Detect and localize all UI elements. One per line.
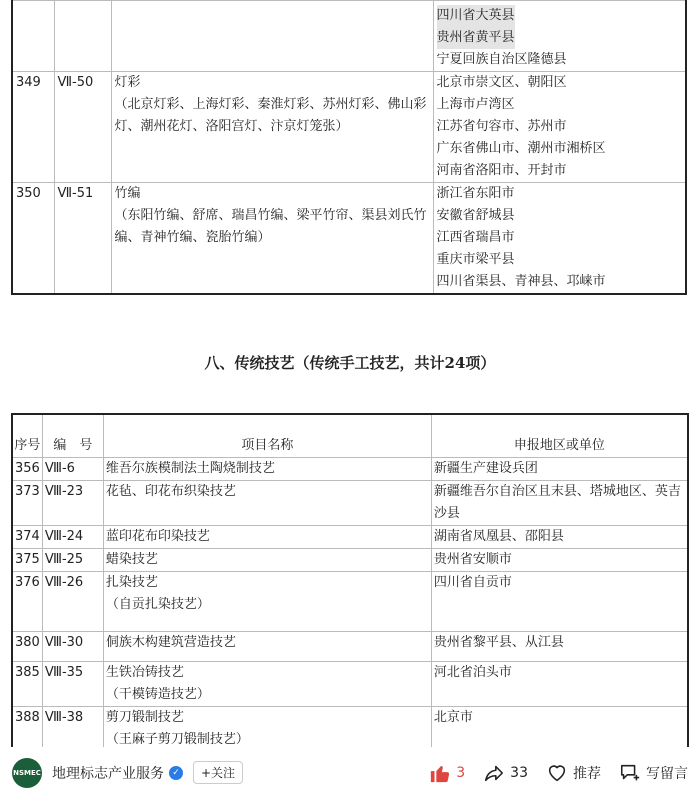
project-name: 蓝印花布印染技艺 xyxy=(103,526,431,549)
area: 湖南省凤凰县、邵阳县 xyxy=(431,526,688,549)
area-cell xyxy=(433,183,686,295)
project-name: 扎染技艺 xyxy=(105,575,158,590)
comment-button[interactable] xyxy=(619,762,688,784)
area: 新疆维吾尔自治区且末县、塔城地区、英吉沙县 xyxy=(431,481,688,526)
area: 四川省自贡市 xyxy=(431,572,688,632)
verified-icon: ✓ xyxy=(169,766,183,780)
row-code: Ⅷ-38 xyxy=(42,707,103,752)
table-row xyxy=(12,549,688,572)
project-name: 灯彩 xyxy=(114,75,141,90)
area-line: 上海市卢湾区 xyxy=(436,97,515,112)
heart-icon xyxy=(546,762,568,784)
table-row xyxy=(12,481,688,526)
comment-add-icon xyxy=(619,762,641,784)
row-number: 375 xyxy=(12,549,42,572)
table-row xyxy=(12,632,688,662)
table-row xyxy=(12,526,688,549)
area-line: 安徽省舒城县 xyxy=(436,208,515,223)
row-number: 380 xyxy=(12,632,42,662)
row-number: 374 xyxy=(12,526,42,549)
project-sub: （干模铸造技艺） xyxy=(105,687,210,702)
table-header-row xyxy=(12,414,688,458)
area-cell xyxy=(433,72,686,183)
project-name-cell xyxy=(103,662,431,707)
thumbs-up-icon xyxy=(429,762,451,784)
row-code: Ⅷ-25 xyxy=(42,549,103,572)
area: 贵州省安顺市 xyxy=(431,549,688,572)
row-code: Ⅷ-30 xyxy=(42,632,103,662)
crafts-table-section-7 xyxy=(11,0,687,295)
section-title: 八、传统技艺（传统手工技艺，共计24项） xyxy=(204,354,496,372)
project-detail: （北京灯彩、上海灯彩、秦淮灯彩、苏州灯彩、佛山彩灯、潮州花灯、洛阳宫灯、汴京灯笼张） xyxy=(114,97,427,134)
table-row xyxy=(12,662,688,707)
row-code: Ⅷ-6 xyxy=(42,458,103,481)
recommend-label: 推荐 xyxy=(573,765,601,782)
table-row xyxy=(12,72,686,183)
project-name-cell xyxy=(111,183,433,295)
area-line: 宁夏回族自治区隆德县 xyxy=(436,52,567,67)
article-action-bar xyxy=(0,747,700,798)
header-number: 序号 xyxy=(12,414,42,458)
project-name: 侗族木构建筑营造技艺 xyxy=(103,632,431,662)
area: 河北省泊头市 xyxy=(431,662,688,707)
area-line: 江苏省句容市、苏州市 xyxy=(436,119,567,134)
share-button[interactable] xyxy=(483,762,528,784)
account-name[interactable]: 地理标志产业服务 xyxy=(52,765,164,782)
project-name: 剪刀锻制技艺 xyxy=(105,710,184,725)
like-count: 3 xyxy=(456,764,466,781)
area-line: 江西省瑞昌市 xyxy=(436,230,515,245)
table-row xyxy=(12,1,686,72)
row-code: Ⅷ-35 xyxy=(42,662,103,707)
comment-label: 写留言 xyxy=(646,765,688,782)
account-avatar[interactable] xyxy=(12,758,42,788)
area-line: 广东省佛山市、潮州市湘桥区 xyxy=(436,141,606,156)
area: 贵州省黎平县、从江县 xyxy=(431,632,688,662)
project-name-cell xyxy=(103,572,431,632)
row-number: 356 xyxy=(12,458,42,481)
project-sub: （自贡扎染技艺） xyxy=(105,597,210,612)
table-row xyxy=(12,458,688,481)
share-count: 33 xyxy=(510,764,528,781)
header-area: 申报地区或单位 xyxy=(431,414,688,458)
row-number: 373 xyxy=(12,481,42,526)
logo-text: NSMEC xyxy=(13,768,41,777)
project-name-cell xyxy=(103,707,431,752)
row-number: 349 xyxy=(12,72,54,183)
area-line: 浙江省东阳市 xyxy=(436,186,515,201)
area-line: 四川省渠县、青神县、邛崃市 xyxy=(436,274,606,289)
project-name-cell xyxy=(111,72,433,183)
project-name: 花毡、印花布织染技艺 xyxy=(103,481,431,526)
area-line: 河南省洛阳市、开封市 xyxy=(436,163,567,178)
project-sub: （王麻子剪刀锻制技艺） xyxy=(105,732,249,747)
table-row xyxy=(12,572,688,632)
follow-button[interactable]: +关注 xyxy=(193,761,243,784)
area: 北京市 xyxy=(431,707,688,752)
project-name: 蜡染技艺 xyxy=(103,549,431,572)
row-number: 385 xyxy=(12,662,42,707)
row-code: Ⅶ-51 xyxy=(54,183,111,295)
area: 新疆生产建设兵团 xyxy=(431,458,688,481)
project-name: 维吾尔族模制法土陶烧制技艺 xyxy=(103,458,431,481)
row-code: Ⅷ-23 xyxy=(42,481,103,526)
row-number: 376 xyxy=(12,572,42,632)
area-line: 重庆市梁平县 xyxy=(436,252,515,267)
like-button[interactable] xyxy=(429,762,465,784)
row-number: 388 xyxy=(12,707,42,752)
area-line: 北京市崇文区、朝阳区 xyxy=(436,75,567,90)
project-detail: （东阳竹编、舒席、瑞昌竹编、梁平竹帘、渠县刘氏竹编、青神竹编、瓷胎竹编） xyxy=(114,208,427,245)
project-name: 竹编 xyxy=(114,186,141,201)
project-name: 生铁冶铸技艺 xyxy=(105,665,184,680)
row-number: 350 xyxy=(12,183,54,295)
share-arrow-icon xyxy=(483,762,505,784)
recommend-button[interactable] xyxy=(546,762,601,784)
highlighted-area: 贵州省黄平县 xyxy=(437,27,515,49)
table-row xyxy=(12,183,686,295)
area-cell xyxy=(433,1,686,72)
row-code: Ⅶ-50 xyxy=(54,72,111,183)
table-row xyxy=(12,707,688,752)
header-code: 编 号 xyxy=(42,414,103,458)
header-project-name: 项目名称 xyxy=(103,414,431,458)
highlighted-area: 四川省大英县 xyxy=(437,5,515,27)
row-code: Ⅷ-26 xyxy=(42,572,103,632)
row-code: Ⅷ-24 xyxy=(42,526,103,549)
crafts-table-section-8 xyxy=(11,413,689,752)
